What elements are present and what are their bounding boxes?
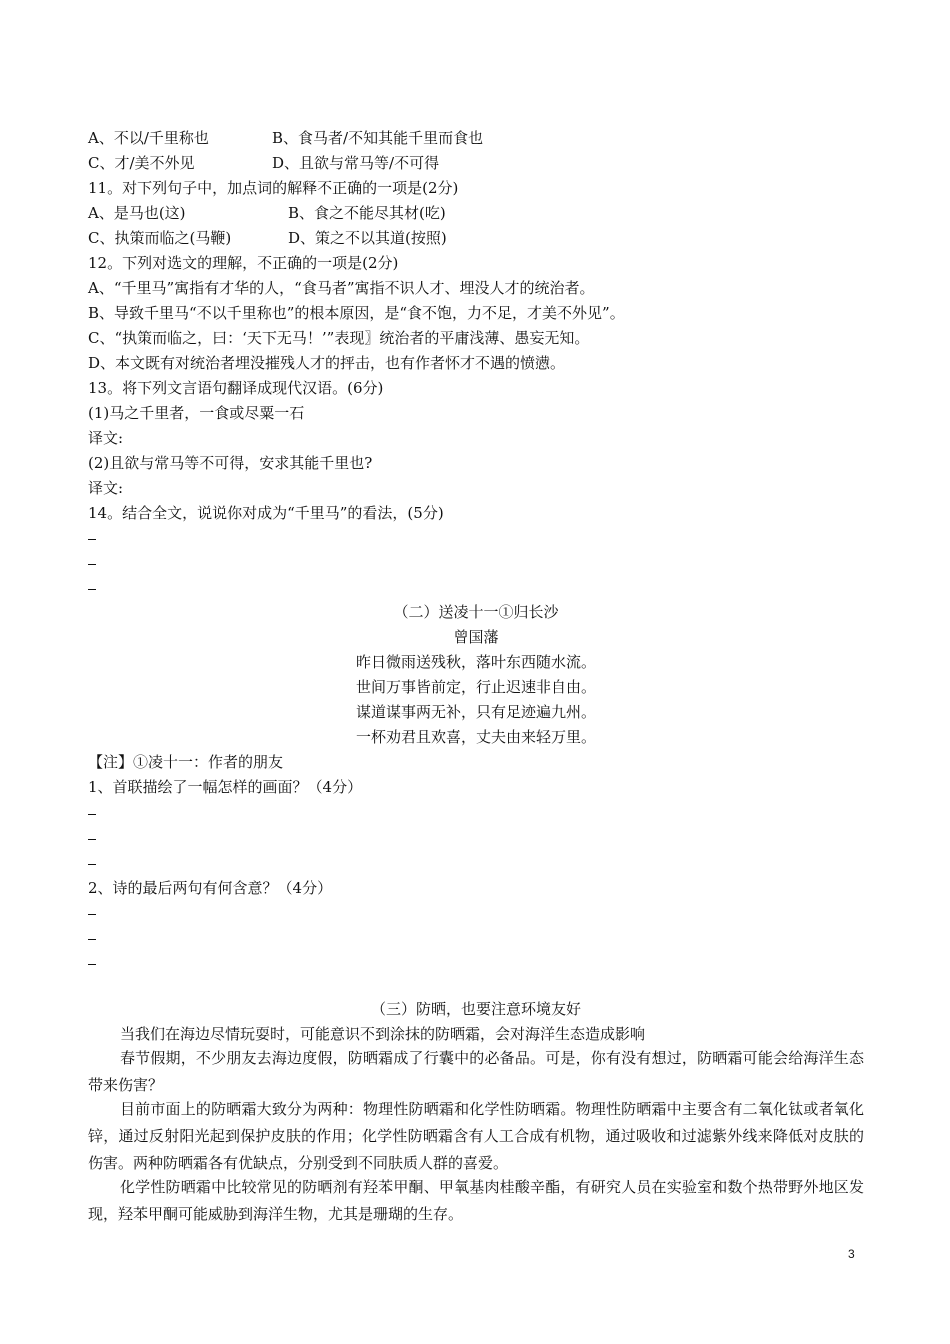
article-subtitle: 当我们在海边尽情玩耍时，可能意识不到涂抹的防晒霜，会对海洋生态造成影响 — [120, 1025, 646, 1043]
answer-blank-line — [88, 964, 96, 965]
q12-option-b: B、导致千里马“不以千里称也”的根本原因，是“食不饱，力不足，才美不外见”。 — [88, 304, 625, 322]
q13-question: 13。将下列文言语句翻译成现代汉语。(6分) — [88, 379, 384, 397]
answer-blank-line — [88, 589, 96, 590]
q11-option-a: A、是马也(这) — [88, 204, 186, 222]
q10-option-d: D、且欲与常马等/不可得 — [272, 154, 440, 172]
q10-option-b: B、食马者/不知其能千里而食也 — [272, 129, 484, 147]
q10-option-c: C、才/美不外见 — [88, 154, 195, 172]
poem-line-2: 世间万事皆前定，行止迟速非自由。 — [355, 678, 596, 696]
answer-blank-line — [88, 864, 96, 865]
article-title: （三）防晒，也要注意环境友好 — [370, 1000, 581, 1018]
poem-line-4: 一杯劝君且欢喜，丈夫由来轻万里。 — [355, 728, 596, 746]
article-paragraph-1: 春节假期，不少朋友去海边度假，防晒霜成了行囊中的必备品。可是，你有没有想过，防晒霜可能会给海洋生态带来伤害？ — [88, 1049, 864, 1094]
poem-line-1: 昨日微雨送残秋，落叶东西随水流。 — [355, 653, 596, 671]
answer-blank-line — [88, 839, 96, 840]
answer-blank-line — [88, 564, 96, 565]
answer-blank-line — [88, 914, 96, 915]
q11-option-b: B、食之不能尽其材(吃) — [288, 204, 446, 222]
poem-question-1: 1、首联描绘了一幅怎样的画面？（4分） — [88, 778, 363, 796]
answer-blank-line — [88, 814, 96, 815]
q13-sentence-1: (1)马之千里者，一食或尽粟一石 — [88, 404, 305, 422]
article-paragraph-2: 目前市面上的防晒霜大致分为两种：物理性防晒霜和化学性防晒霜。物理性防晒霜中主要含有二氧化钛或者氧化锌，通过反射阳光起到保护皮肤的作用；化学性防晒霜含有人工合成有机物，通过吸收和过滤紫外线来降低对皮肤的伤害。两种防晒霜各有优缺点，分别受到不同肤质人群的喜爱。 — [88, 1100, 864, 1172]
q14-question: 14。结合全文，说说你对成为“千里马”的看法，(5分) — [88, 504, 444, 522]
q10-option-a: A、不以/千里称也 — [88, 129, 209, 147]
answer-blank-line — [88, 539, 96, 540]
q11-option-c: C、执策而临之(马鞭) — [88, 229, 232, 247]
q11-option-d: D、策之不以其道(按照) — [288, 229, 447, 247]
q13-sentence-2: (2)且欲与常马等不可得，安求其能千里也? — [88, 454, 373, 472]
q11-question: 11。对下列句子中，加点词的解释不正确的一项是(2分) — [88, 179, 459, 197]
q12-question: 12。下列对选文的理解，不正确的一项是(2分) — [88, 254, 399, 272]
poem-question-2: 2、诗的最后两句有何含意？（4分） — [88, 879, 333, 897]
poem-line-3: 谋道谋事两无补，只有足迹遍九州。 — [355, 703, 596, 721]
poem-author: 曾国藩 — [453, 628, 499, 646]
article-paragraph-3: 化学性防晒霜中比较常见的防晒剂有羟苯甲酮、甲氧基肉桂酸辛酯，有研究人员在实验室和数个热带野外地区发现，羟苯甲酮可能威胁到海洋生物，尤其是珊瑚的生存。 — [88, 1178, 864, 1223]
poem-title: （二）送凌十一①归长沙 — [393, 603, 559, 621]
page-number: 3 — [848, 1247, 855, 1261]
q13-translation-label-2: 译文: — [88, 479, 124, 497]
q12-option-a: A、“千里马”寓指有才华的人，“食马者”寓指不识人才、埋没人才的统治者。 — [88, 279, 595, 297]
answer-blank-line — [88, 939, 96, 940]
q12-option-d: D、本文既有对统治者埋没摧残人才的抨击，也有作者怀才不遇的愤懑。 — [88, 354, 566, 372]
poem-note: 【注】①凌十一：作者的朋友 — [88, 753, 284, 771]
q13-translation-label-1: 译文: — [88, 429, 124, 447]
q12-option-c: C、“执策而临之，曰：‘天下无马！’”表现〗统治者的平庸浅薄、愚妄无知。 — [88, 329, 590, 347]
